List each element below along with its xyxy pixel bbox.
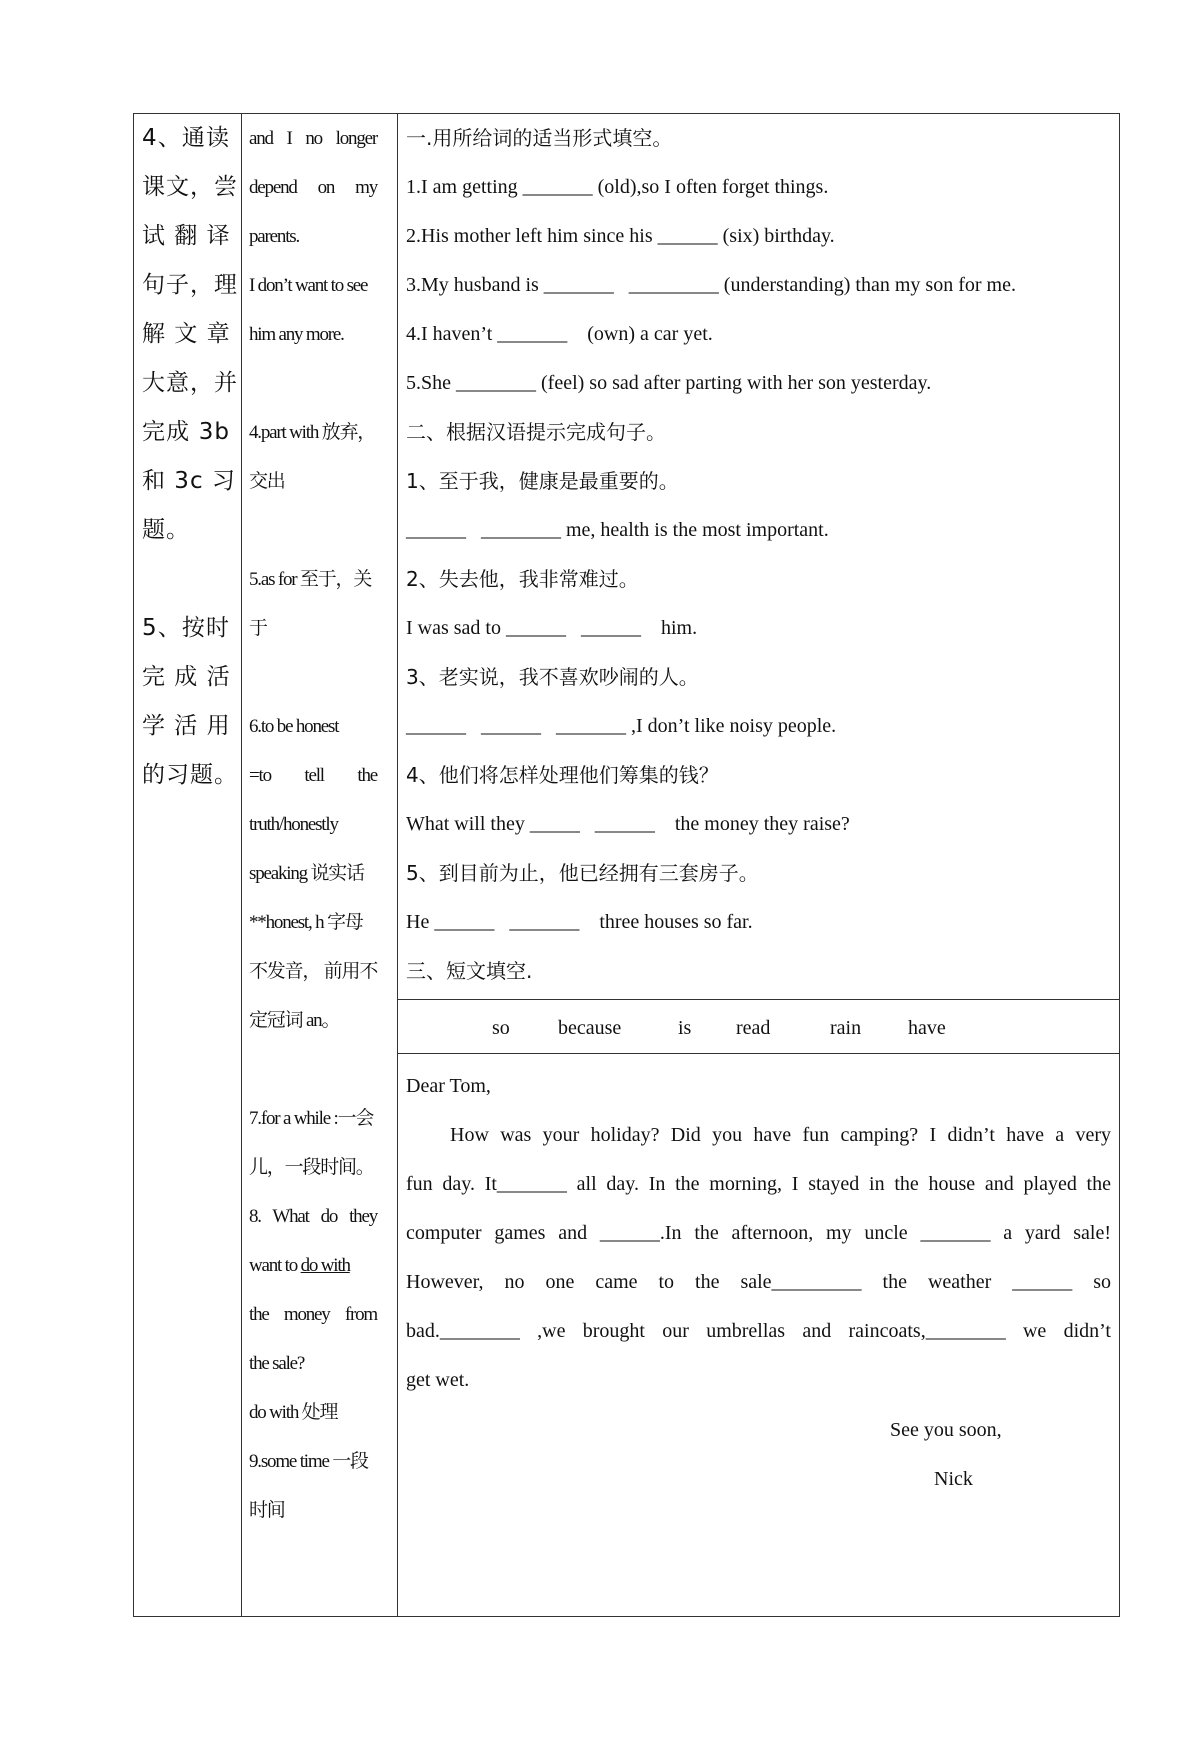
- note-line: speaking 说实话: [249, 863, 364, 884]
- lesson-table: [133, 113, 1120, 1617]
- sentence-prompt-zh: 4、他们将怎样处理他们筹集的钱？: [406, 763, 719, 787]
- sentence-prompt-zh: 3、老实说，我不喜欢吵闹的人。: [406, 665, 699, 689]
- note-line: and I no longer: [249, 128, 377, 149]
- letter-line: get wet.: [406, 1369, 470, 1391]
- note-line: depend on my: [249, 177, 377, 198]
- letter-line: How was your holiday? Did you have fun camping? I didn’t have a very: [450, 1124, 1111, 1146]
- step-5-line: 完 成 活: [142, 664, 231, 690]
- letter-greeting: Dear Tom,: [406, 1075, 491, 1097]
- word-bank-item: is: [678, 1017, 692, 1039]
- note-line: I don’t want to see: [249, 275, 368, 296]
- letter-line: However, no one came to the sale_________ the weather ______ so: [406, 1271, 1111, 1293]
- step-5-line: 的习题。: [142, 762, 238, 788]
- section-3-title: 三、短文填空.: [406, 959, 533, 983]
- sentence-blank-en: What will they _____ ______ the money they raise?: [406, 813, 850, 835]
- step-4-line: 和 3c 习: [142, 468, 236, 494]
- sentence-blank-en: I was sad to ______ ______ him.: [406, 617, 698, 639]
- step-4-line: 解 文 章: [142, 321, 231, 347]
- note-line: **honest, h 字母: [249, 912, 363, 933]
- note-line: 于: [249, 618, 267, 639]
- note-line: =to tell the: [249, 765, 377, 786]
- word-bank: [398, 1003, 1120, 1053]
- cloze-letter: [406, 1062, 1111, 1405]
- letter-line: fun day. It_______ all day. In the morning, I stayed in the house and played the: [406, 1173, 1111, 1195]
- note-line: the money from: [249, 1304, 377, 1325]
- exercise-item: 2.His mother left him since his ______ (six) birthday.: [406, 225, 835, 247]
- note-line: 定冠词 an。: [249, 1010, 340, 1031]
- note-line: 9.some time 一段: [249, 1451, 368, 1472]
- word-bank-item: have: [908, 1017, 946, 1039]
- underlined-phrase: do with: [300, 1255, 350, 1276]
- study-steps-column: [142, 114, 238, 800]
- sentence-blank-en: He ______ _______ three houses so far.: [406, 911, 753, 933]
- note-line: 交出: [249, 471, 285, 492]
- note-line: [249, 1241, 377, 1290]
- note-line: truth/honestly: [249, 814, 338, 835]
- note-line: parents.: [249, 226, 300, 247]
- note-line: 不发音， 前用不: [249, 961, 378, 982]
- note-line: him any more.: [249, 324, 344, 345]
- column-divider: [397, 114, 398, 1616]
- exercise-item: 1.I am getting _______ (old),so I often forget things.: [406, 176, 829, 198]
- letter-closing: See you soon,: [890, 1419, 1002, 1441]
- sentence-prompt-zh: 2、失去他，我非常难过。: [406, 567, 639, 591]
- word-bank-top-border: [397, 999, 1119, 1000]
- sentence-prompt-zh: 1、至于我，健康是最重要的。: [406, 469, 679, 493]
- note-line: 5.as for 至于，关: [249, 569, 372, 590]
- note-line: 8. What do they: [249, 1206, 377, 1227]
- section-2-title: 二、根据汉语提示完成句子。: [406, 420, 666, 444]
- letter-line: bad.________ ,we brought our umbrellas and raincoats,________ we didn’t: [406, 1320, 1111, 1342]
- step-4-line: 句子，理: [142, 272, 238, 298]
- step-4-line: 完成 3b: [142, 419, 230, 445]
- step-5-line: 5、按时: [142, 615, 230, 641]
- word-bank-item: rain: [830, 1017, 862, 1039]
- step-4-line: 大意，并: [142, 370, 238, 396]
- step-4-line: 题。: [142, 517, 190, 543]
- sentence-prompt-zh: 5、到目前为止，他已经拥有三套房子。: [406, 861, 759, 885]
- exercise-item: 5.She ________ (feel) so sad after parting with her son yesterday.: [406, 372, 932, 394]
- language-notes-column: [249, 114, 377, 1535]
- sentence-blank-en: ______ ______ _______ ,I don’t like noisy people.: [406, 715, 837, 737]
- step-5-line: 学 活 用: [142, 713, 231, 739]
- step-4-line: 课文，尝: [142, 174, 238, 200]
- exercise-item: 4.I haven’t _______ (own) a car yet.: [406, 323, 713, 345]
- note-line: 4.part with 放弃，: [249, 422, 376, 443]
- sentence-blank-en: ______ ________ me, health is the most important.: [406, 519, 829, 541]
- word-bank-item: so: [492, 1017, 510, 1039]
- word-bank-item: read: [736, 1017, 771, 1039]
- word-bank-item: because: [558, 1017, 622, 1039]
- letter-line: computer games and ______.In the afternoon, my uncle _______ a yard sale!: [406, 1222, 1111, 1244]
- step-4-line: 4、通读: [142, 125, 230, 151]
- note-line: 时间: [249, 1500, 285, 1521]
- note-text: want to: [249, 1255, 301, 1276]
- note-line: 儿，一段时间。: [249, 1157, 374, 1178]
- note-line: the sale?: [249, 1353, 305, 1374]
- exercises-column: [406, 114, 1111, 996]
- exercise-item: 3.My husband is _______ _________ (understanding) than my son for me.: [406, 274, 1016, 296]
- note-line: 7.for a while :一会: [249, 1108, 374, 1129]
- step-4-line: 试 翻 译: [142, 223, 231, 249]
- note-line: 6.to be honest: [249, 716, 339, 737]
- column-divider: [241, 114, 242, 1616]
- note-line: do with 处理: [249, 1402, 338, 1423]
- section-1-title: 一.用所给词的适当形式填空。: [406, 126, 673, 150]
- letter-signature: Nick: [934, 1468, 973, 1490]
- word-bank-bottom-border: [397, 1053, 1119, 1054]
